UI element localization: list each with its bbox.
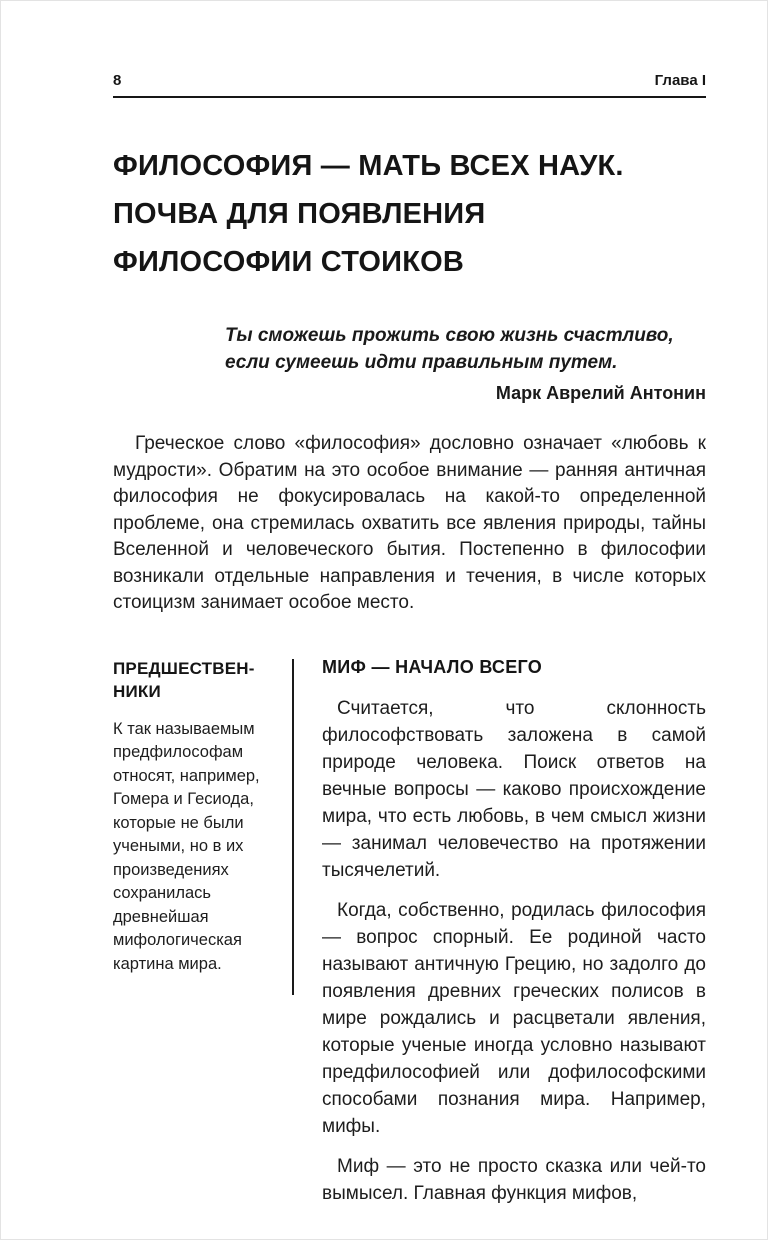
running-head	[113, 72, 706, 89]
body-paragraph: Когда, собственно, родилась философия — вопрос спорный. Ее родиной часто называют античную Грецию, но задолго до появления древних греческих полисов в мире рождались и расцветали явления, которые ученые иногда условно называют предфилософией или дофилософскими способами познания мира. Например, мифы.	[322, 899, 706, 1137]
chapter-label: Глава I	[654, 72, 706, 89]
main-column	[322, 657, 706, 1207]
chapter-title-line-3: ФИЛОСОФИИ СТОИКОВ	[113, 246, 464, 278]
intro-paragraph: Греческое слово «философия» дословно означает «любовь к мудрости». Обратим на это особое внимание — ранняя античная философия не фокусировалась на какой-то определенной проблеме, она стремилась охватить все явления природы, тайны Вселенной и человеческого бытия. Постепенно в философии возникали отдельные направления и течения, в числе которых стоицизм занимает особое место.	[113, 433, 706, 613]
sidebar-note	[113, 657, 268, 1207]
epigraph-author: Марк Аврелий Антонин	[495, 383, 706, 403]
column-divider	[292, 659, 294, 995]
chapter-title-line-1: ФИЛОСОФИЯ — МАТЬ ВСЕХ НАУК.	[113, 150, 624, 182]
chapter-title-line-2: ПОЧВА ДЛЯ ПОЯВЛЕНИЯ	[113, 198, 486, 230]
header-rule	[113, 96, 706, 98]
body-paragraph: Миф — это не просто сказка или чей-то вымысел. Главная функция мифов,	[322, 1155, 706, 1204]
body-paragraph: Считается, что склонность философствовать заложена в самой природе человека. Поиск ответов на вечные вопросы — каково происхождение мира, что есть любовь, в чем смысл жизни — занимал человечество на протяжении тысячелетий.	[322, 697, 706, 881]
epigraph	[113, 322, 706, 404]
page-number: 8	[113, 72, 122, 89]
epigraph-quote: Ты сможешь прожить свою жизнь счастливо, если сумеешь идти правильным путем.	[225, 325, 674, 373]
sidebar-heading: ПРЕДШЕСТВЕН-НИКИ	[113, 658, 255, 701]
two-column-section	[113, 657, 706, 1207]
section-heading: МИФ — НАЧАЛО ВСЕГО	[322, 656, 543, 677]
chapter-title	[113, 142, 706, 286]
sidebar-text: К так называемым предфилософам относят, например, Гомера и Гесиода, которые не были учеными, но в их произведениях сохранилась древнейшая мифологическая картина мира.	[113, 719, 260, 973]
